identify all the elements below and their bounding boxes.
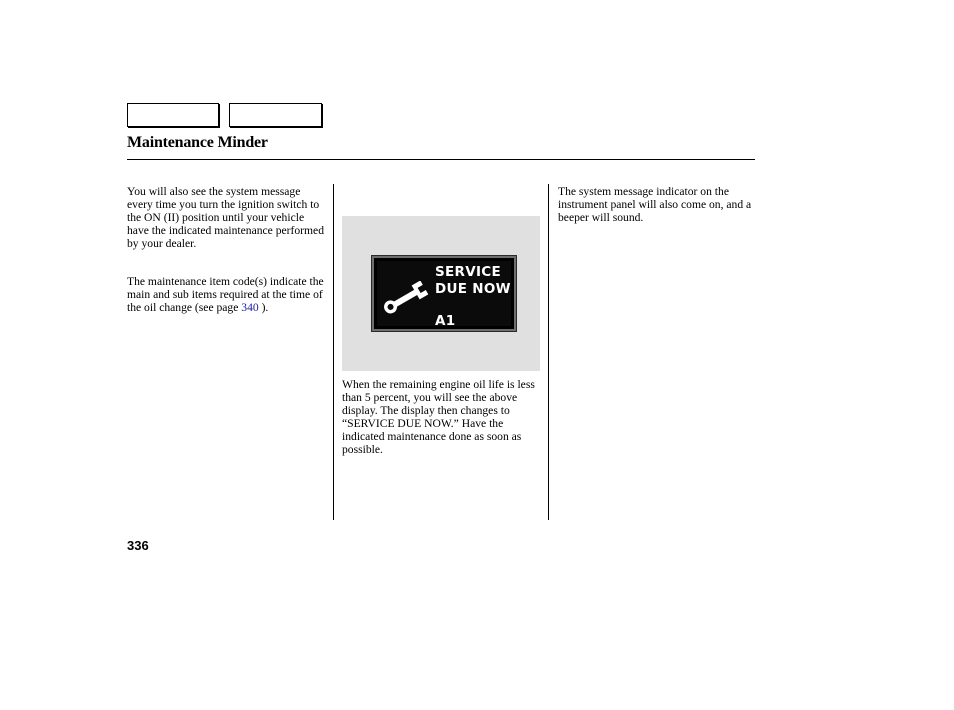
instrument-display [372,256,516,331]
column-divider-2 [548,184,549,520]
wrench-icon [379,281,431,315]
display-maintenance-code: A1 [435,313,456,329]
column-divider-1 [333,184,334,520]
page-number: 336 [127,538,149,553]
nav-button-table-of-contents[interactable] [229,103,322,127]
section-title: Maintenance Minder [127,134,268,151]
item-code-text: The maintenance item code(s) indicate the main and sub items required at the time of the oil change (see page [127,275,324,314]
display-screen [377,261,511,329]
display-line-service: SERVICE [435,264,502,280]
item-code-paragraph [127,275,327,314]
ignition-message-paragraph: You will also see the system message every time you turn the ignition switch to the ON (II) position until your vehicle have the indicated maintenance performed by your dealer. [127,185,324,250]
oil-life-paragraph: When the remaining engine oil life is less than 5 percent, you will see the above display. The display then changes to “SERVICE DUE NOW.” Have the indicated maintenance done as soon as possible. [342,378,535,456]
title-divider [127,159,755,160]
display-line-due-now: DUE NOW [435,281,511,297]
display-figure [342,216,540,371]
nav-button-main-menu[interactable] [127,103,219,127]
item-code-text-end: ). [258,301,269,314]
indicator-paragraph: The system message indicator on the instrument panel will also come on, and a beeper will sound. [558,185,752,224]
page-340-link[interactable]: 340 [241,301,259,314]
